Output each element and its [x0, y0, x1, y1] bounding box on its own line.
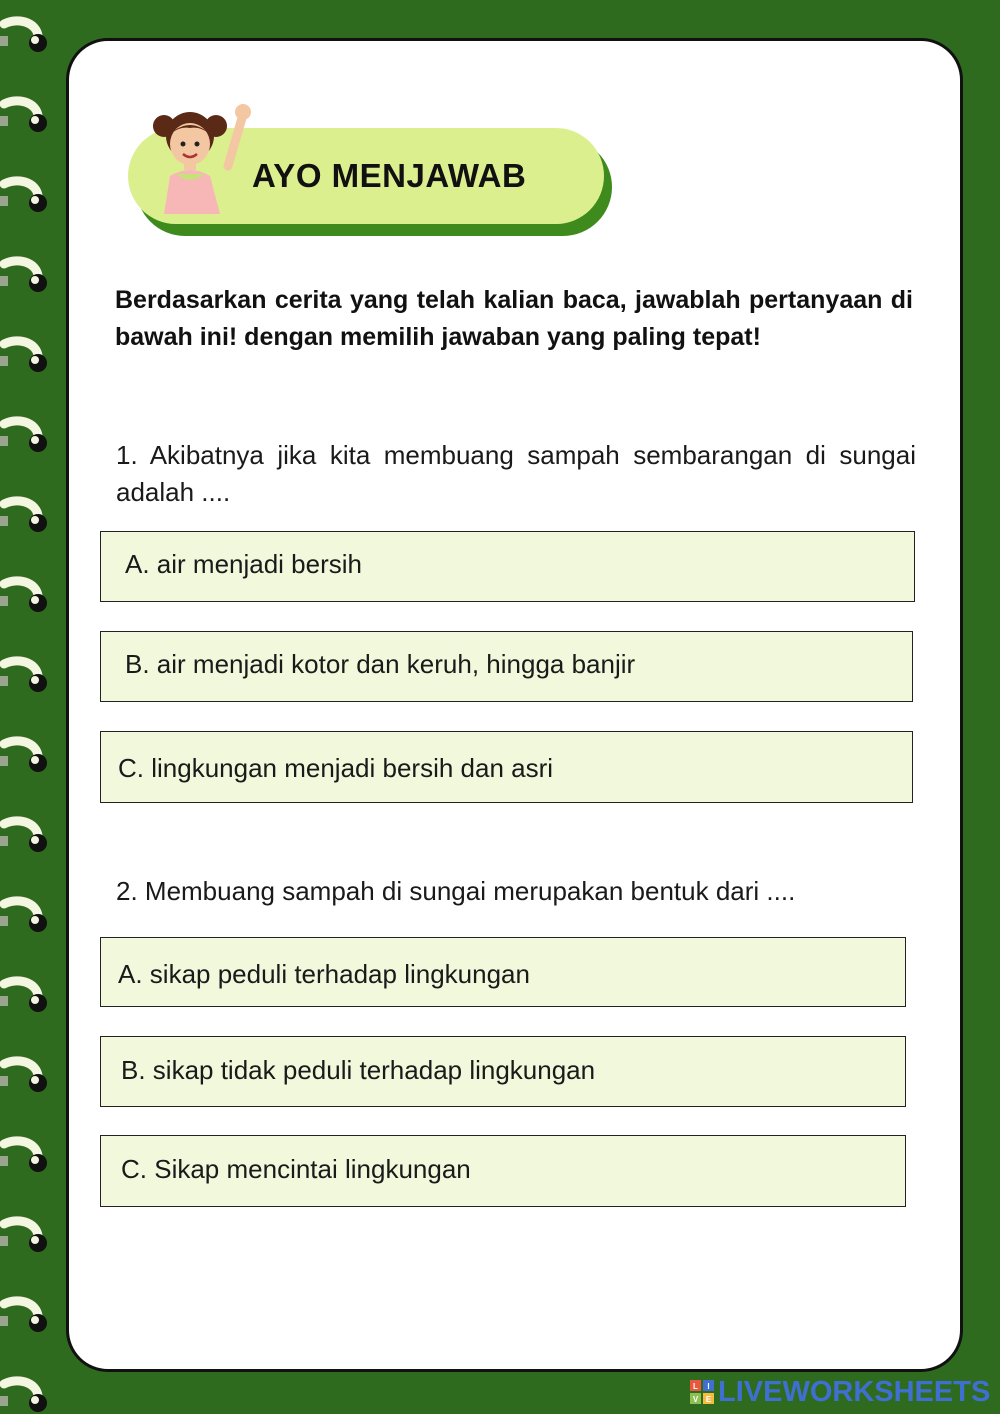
spiral-ring [0, 1061, 47, 1092]
q1-option-a[interactable]: A. air menjadi bersih [100, 531, 915, 602]
spiral-ring [0, 21, 47, 52]
spiral-ring [0, 1301, 47, 1332]
spiral-ring [0, 581, 47, 612]
liveworksheets-watermark [690, 1376, 990, 1408]
question-1-text: 1. Akibatnya jika kita membuang sampah sembarangan di sungai adalah .... [116, 440, 916, 507]
spiral-ring [0, 661, 47, 692]
q1-option-b[interactable]: B. air menjadi kotor dan keruh, hingga banjir [100, 631, 913, 702]
spiral-ring [0, 501, 47, 532]
spiral-ring [0, 341, 47, 372]
girl-waving-illustration [150, 96, 260, 214]
logo-letter-i: I [707, 1382, 710, 1391]
spiral-ring [0, 901, 47, 932]
question-2-text: 2. Membuang sampah di sungai merupakan bentuk dari .... [116, 876, 796, 906]
banner-title: AYO MENJAWAB [252, 157, 527, 194]
spiral-ring [0, 741, 47, 772]
instruction-text: Berdasarkan cerita yang telah kalian baca, jawablah pertanyaan di bawah ini! dengan memilih jawaban yang paling tepat! [115, 286, 913, 351]
q1-option-c[interactable]: C. lingkungan menjadi bersih dan asri [100, 731, 913, 803]
spiral-ring [0, 261, 47, 292]
q2-option-c[interactable]: C. Sikap mencintai lingkungan [100, 1135, 906, 1207]
logo-letter-l: L [693, 1382, 698, 1391]
spiral-ring [0, 981, 47, 1012]
spiral-ring [0, 421, 47, 452]
logo-letter-e: E [705, 1395, 712, 1404]
logo-letter-v: V [692, 1395, 699, 1404]
spiral-binding [0, 0, 60, 1414]
spiral-ring [0, 1221, 47, 1252]
spiral-ring [0, 1381, 47, 1412]
q2-option-b[interactable]: B. sikap tidak peduli terhadap lingkungan [100, 1036, 906, 1107]
watermark-text: LIVEWORKSHEETS [718, 1376, 991, 1408]
liveworksheets-logo-icon [690, 1380, 714, 1404]
spiral-ring [0, 101, 47, 132]
q2-option-a[interactable]: A. sikap peduli terhadap lingkungan [100, 937, 906, 1007]
spiral-ring [0, 1141, 47, 1172]
spiral-ring [0, 181, 47, 212]
spiral-ring [0, 821, 47, 852]
